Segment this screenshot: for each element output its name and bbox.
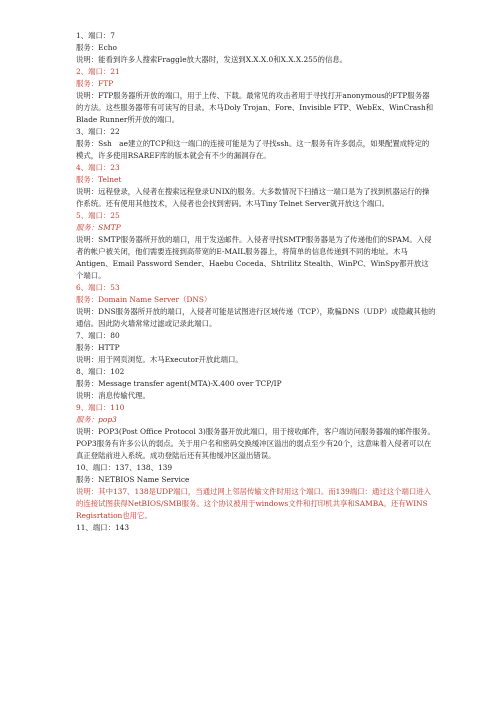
description-text: 说明：消息传输代理。 <box>76 391 150 400</box>
service-line: 服务：SMTP <box>76 223 121 232</box>
port-entry-23 <box>76 162 436 210</box>
port-line: 4、端口：23 <box>76 163 120 172</box>
description-text: 说明：FTP服务器所开放的端口，用于上传、下载。最常见的攻击者用于寻找打开anonymous的FTP服务器的方法。这些服务器带有可读写的目录。木马Doly Trojan、Fore、Invisible FTP、WebEx、WinCrash和Blade Runner所开放的端口。 <box>76 91 434 124</box>
service-line: 服务：Domain Name Server（DNS） <box>76 295 212 304</box>
port-entry-80 <box>76 330 436 366</box>
description-text: 说明：SMTP服务器所开放的端口，用于发送邮件。入侵者寻找SMTP服务器是为了传递他们的SPAM。入侵者的帐户被关闭，他们需要连接到高带宽的E-MAIL服务器上，将简单的信息传递到不同的地址。木马Antigen、Email Password Sender、Haebu Coceda、Shtrilitz Stealth、WinPC、WinSpy都开放这个端口。 <box>76 235 432 280</box>
port-line: 5、端口：25 <box>76 211 120 220</box>
port-line: 6、端口：53 <box>76 283 120 292</box>
port-line: 11、端口：143 <box>76 523 130 532</box>
port-entry-137-139 <box>76 462 436 522</box>
port-line: 7、端口：80 <box>76 331 120 340</box>
service-line: 服务：FTP <box>76 79 114 88</box>
service-line: 服务：NETBIOS Name Service <box>76 475 190 484</box>
port-entry-22 <box>76 126 436 162</box>
description-text: 说明：其中137、138是UDP端口，当通过网上邻居传输文件时用这个端口。而139端口：通过这个端口进入的连接试图获得NetBIOS/SMB服务。这个协议被用于windows文件和打印机共享和SAMBA。还有WINS Regisrtation也用它。 <box>76 487 432 520</box>
port-line: 8、端口：102 <box>76 367 125 376</box>
port-entry-110 <box>76 402 436 462</box>
description-text: 说明：远程登录，入侵者在搜索远程登录UNIX的服务。大多数情况下扫描这一端口是为了找到机器运行的操作系统。还有使用其他技术，入侵者也会找到密码。木马Tiny Telnet Server就开放这个端口。 <box>76 187 430 208</box>
description-text: 说明：DNS服务器所开放的端口，入侵者可能是试图进行区域传递（TCP），欺骗DNS（UDP）或隐藏其他的通信。因此防火墙常常过滤或记录此端口。 <box>76 307 436 328</box>
port-line: 10、端口：137、138、139 <box>76 463 173 472</box>
port-entry-143 <box>76 522 436 534</box>
port-entry-25 <box>76 210 436 282</box>
description-text: 服务：Ssh ae建立的TCP和这一端口的连接可能是为了寻找ssh。这一服务有许多弱点，如果配置成特定的模式，许多使用RSAREF库的版本就会有不少的漏洞存在。 <box>76 139 430 160</box>
port-line: 9、端口：110 <box>76 403 125 412</box>
description-text: 说明：POP3(Post Office Protocol 3)服务器开放此端口，用于接收邮件，客户端访问服务器端的邮件服务。POP3服务有许多公认的弱点。关于用户名和密码交换缓冲区溢出的弱点至少有20个，这意味着入侵者可以在真正登陆前进入系统。成功登陆后还有其他缓冲区溢出错误。 <box>76 427 435 460</box>
service-line: 服务：pop3 <box>76 415 117 424</box>
description-text: 说明：能看到许多人搜索Fraggle放大器时，发送到X.X.X.0和X.X.X.255的信息。 <box>76 55 348 64</box>
service-line: 服务：HTTP <box>76 343 120 352</box>
port-line: 1、端口：7 <box>76 31 115 40</box>
port-entry-21 <box>76 66 436 126</box>
port-entry-53 <box>76 282 436 330</box>
port-entry-7 <box>76 30 436 66</box>
port-entry-102 <box>76 366 436 402</box>
service-line: 服务：Telnet <box>76 175 122 184</box>
port-line: 2、端口：21 <box>76 67 120 76</box>
port-line: 3、端口：22 <box>76 127 120 136</box>
service-line: 服务：Echo <box>76 43 117 52</box>
description-text: 说明：用于网页浏览。木马Executor开放此端口。 <box>76 355 243 364</box>
service-line: 服务：Message transfer agent(MTA)-X.400 over TCP/IP <box>76 379 282 388</box>
